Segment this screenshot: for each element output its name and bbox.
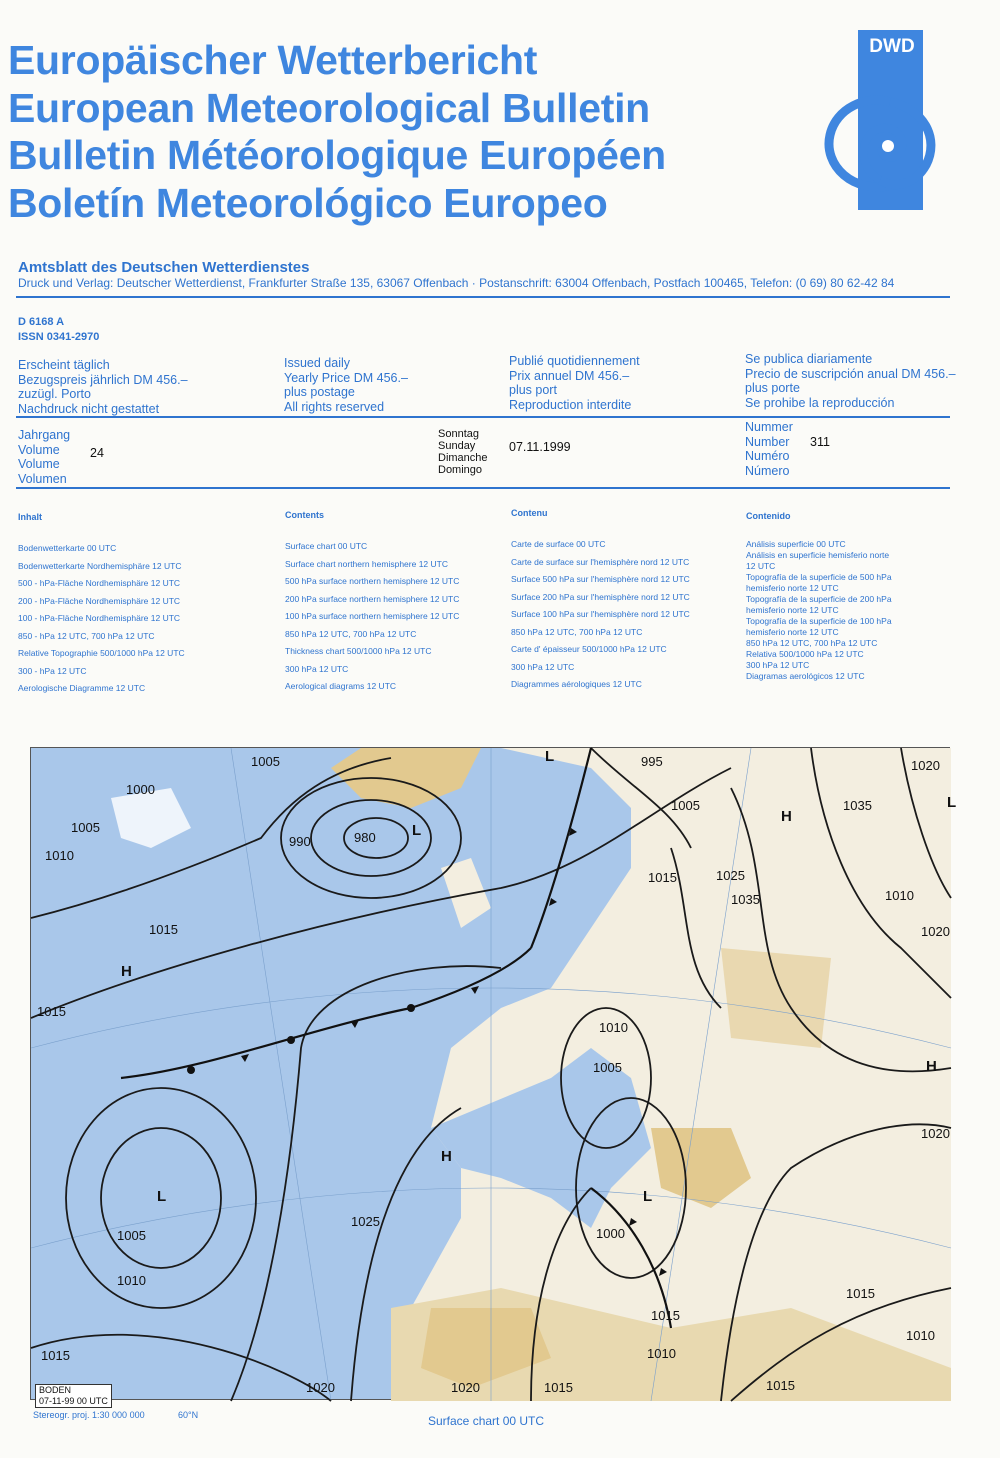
- note-line: Yearly Price DM 456.–: [284, 370, 408, 385]
- surface-weather-map: [30, 747, 957, 1400]
- contents-heading: Contenu: [511, 508, 548, 518]
- latitude-label: 60°N: [178, 1410, 199, 1420]
- isobar-label: 1015: [651, 1308, 680, 1323]
- note-line: Nachdruck nicht gestattet: [18, 401, 160, 416]
- contents-item: Relative Topographie 500/1000 hPa 12 UTC: [18, 648, 185, 658]
- title-fr: Bulletin Météorologique Européen: [8, 132, 666, 178]
- number-labels: [745, 420, 793, 478]
- low-pressure-centre: L: [157, 1188, 167, 1205]
- code-d: D 6168 A: [18, 316, 65, 328]
- high-pressure-centre: H: [121, 963, 132, 980]
- isobar-label: 1035: [843, 798, 872, 813]
- isobar-label: 1010: [906, 1328, 935, 1343]
- volume-label: Volumen: [18, 471, 67, 486]
- contents-item: 500 - hPa-Fläche Nordhemisphäre 12 UTC: [18, 578, 181, 588]
- dwd-swirl-icon: [808, 80, 953, 210]
- isobar-label: 1005: [251, 754, 280, 769]
- contents-item: Surface chart northern hemisphere 12 UTC: [285, 558, 448, 569]
- contents-item: 300 hPa 12 UTC: [511, 661, 575, 672]
- note-line: Erscheint täglich: [18, 358, 110, 372]
- volume-label: Jahrgang: [18, 428, 71, 442]
- contents-es: [746, 511, 951, 682]
- number-label: Nummer: [745, 420, 793, 434]
- note-line: zuzügl. Porto: [18, 387, 91, 401]
- note-line: Publié quotidiennement: [509, 354, 640, 368]
- contents-item: Diagrammes aérologiques 12 UTC: [511, 679, 642, 689]
- day-label: Domingo: [438, 464, 483, 476]
- number-label: Número: [745, 463, 790, 478]
- map-box-label-line: 07-11-99 00 UTC: [39, 1396, 108, 1406]
- map-box-label-line: BODEN: [39, 1385, 72, 1395]
- notes-fr: [509, 354, 640, 412]
- note-line: Reproduction interdite: [509, 397, 632, 412]
- number-label: Numéro: [745, 449, 790, 463]
- contents-fr: [511, 508, 690, 694]
- publisher-line: Druck und Verlag: Deutscher Wetterdienst, Frankfurter Straße 135, 63067 Offenbach · Postanschrift: 63004 Offenbach, Postfach 100465, Telefon: (0 69) 80 62-42 84: [18, 276, 895, 290]
- contents-heading: Contenido: [746, 511, 791, 521]
- isobar-label: 1015: [544, 1380, 573, 1395]
- note-line: Precio de suscripción anual DM 456.–: [745, 366, 956, 381]
- contents-item: Relativa 500/1000 hPa 12 UTC: [746, 649, 864, 659]
- isobar-label: 1000: [596, 1226, 625, 1241]
- contents-heading: Inhalt: [18, 512, 42, 522]
- map-canvas: [31, 748, 951, 1401]
- isobar-label: 1025: [351, 1214, 380, 1229]
- title-de: Europäischer Wetterbericht: [8, 37, 538, 83]
- map-caption: Surface chart 00 UTC: [428, 1414, 545, 1428]
- notes-de: [18, 358, 188, 416]
- note-line: plus port: [509, 383, 557, 397]
- contents-item: Carte de surface 00 UTC: [511, 539, 606, 549]
- title-en: European Meteorological Bulletin: [8, 85, 650, 131]
- volume-labels: [18, 428, 70, 486]
- isobar-label: [689, 880, 691, 881]
- volume-value: 24: [90, 446, 104, 460]
- low-pressure-centre: L: [412, 822, 422, 839]
- contents-item: 850 hPa 12 UTC, 700 hPa 12 UTC: [511, 626, 643, 637]
- contents-item: 100 hPa surface northern hemisphere 12 UTC: [285, 611, 460, 621]
- contents-item: Carte d' épaisseur 500/1000 hPa 12 UTC: [511, 644, 667, 654]
- contents-item: Surface 100 hPa sur l'hemisphère nord 12 UTC: [511, 609, 690, 619]
- low-pressure-centre: L: [545, 748, 555, 765]
- high-pressure-centre: H: [926, 1058, 937, 1075]
- contents-item: Topografía de la superficie de 500 hPa hemisferio norte 12 UTC: [746, 572, 892, 593]
- high-pressure-centre: H: [441, 1148, 452, 1165]
- isobar-label: 990: [289, 834, 311, 849]
- isobar-label: 1000: [126, 782, 155, 797]
- isobar-label: [501, 1388, 503, 1389]
- note-line: plus porte: [745, 381, 800, 395]
- isobar-label: 1020: [911, 758, 940, 773]
- contents-item: 300 hPa 12 UTC: [285, 663, 349, 674]
- contents-item: Topografía de la superficie de 100 hPa hemisferio norte 12 UTC: [746, 616, 892, 637]
- issue-number: 311: [810, 435, 830, 449]
- contents-de: [18, 512, 185, 698]
- divider: [16, 487, 950, 489]
- title-es: Boletín Meteorológico Europeo: [8, 180, 608, 226]
- divider: [16, 296, 950, 298]
- contents-item: 200 - hPa-Fläche Nordhemisphäre 12 UTC: [18, 595, 181, 606]
- day-label: Sunday: [438, 440, 476, 452]
- isobar-label: 1010: [647, 1346, 676, 1361]
- isobar-label: 1015: [846, 1286, 875, 1301]
- contents-item: Surface 500 hPa sur l'hemisphère nord 12 UTC: [511, 574, 690, 584]
- isobar-label: 1010: [45, 848, 74, 863]
- note-line: Se publica diariamente: [745, 352, 873, 366]
- contents-item: Bodenwetterkarte 00 UTC: [18, 543, 117, 553]
- divider: [16, 416, 950, 418]
- issue-date: 07.11.1999: [509, 440, 571, 454]
- contents-item: Diagramas aerológicos 12 UTC: [746, 671, 865, 681]
- projection-label: Stereogr. proj. 1:30 000 000: [33, 1410, 145, 1420]
- low-pressure-centre: L: [643, 1188, 653, 1205]
- isobar-label: 1015: [41, 1348, 70, 1363]
- contents-item: Thickness chart 500/1000 hPa 12 UTC: [285, 646, 432, 656]
- contents-item: 850 - hPa 12 UTC, 700 hPa 12 UTC: [18, 630, 155, 641]
- low-pressure-centre: L: [947, 794, 957, 811]
- contents-item: Carte de surface sur l'hemisphère nord 12 UTC: [511, 556, 690, 567]
- contents-item: Surface chart 00 UTC: [285, 541, 368, 551]
- day-labels: [438, 428, 488, 476]
- contents-item: Aerological diagrams 12 UTC: [285, 681, 397, 691]
- contents-item: Análisis superficie 00 UTC: [746, 539, 846, 549]
- notes-en: [284, 356, 408, 414]
- isobar-label: 1015: [766, 1378, 795, 1393]
- isobar-label: 1005: [117, 1228, 146, 1243]
- isobar-label: 1020: [921, 1126, 950, 1141]
- isobar-label: 1010: [117, 1273, 146, 1288]
- contents-item: Topografía de la superficie de 200 hPa hemisferio norte 12 UTC: [746, 594, 892, 615]
- isobar-label: 1035: [731, 892, 760, 907]
- isobar-label: 1005: [593, 1060, 622, 1075]
- isobar-label: 1015: [149, 922, 178, 937]
- contents-item: 100 - hPa-Fläche Nordhemisphäre 12 UTC: [18, 613, 181, 623]
- volume-label: Volume: [18, 457, 60, 471]
- contents-item: Bodenwetterkarte Nordhemisphäre 12 UTC: [18, 560, 182, 571]
- contents-item: 850 hPa 12 UTC, 700 hPa 12 UTC: [285, 628, 417, 639]
- number-label: Number: [745, 434, 790, 449]
- isobar-label: 995: [641, 754, 663, 769]
- note-line: All rights reserved: [284, 399, 385, 414]
- note-line: Se prohibe la reproducción: [745, 395, 895, 410]
- isobar-label: 980: [354, 830, 376, 845]
- contents-item: 500 hPa surface northern hemisphere 12 UTC: [285, 576, 460, 586]
- contents-item: Surface 200 hPa sur l'hemisphère nord 12 UTC: [511, 591, 690, 602]
- high-pressure-centre: H: [781, 808, 792, 825]
- note-line: Prix annuel DM 456.–: [509, 368, 630, 383]
- isobar-label: 1010: [885, 888, 914, 903]
- contents-item: 200 hPa surface northern hemisphere 12 UTC: [285, 593, 460, 604]
- note-line: Bezugspreis jährlich DM 456.–: [18, 372, 188, 387]
- isobar-label: 1015: [37, 1004, 66, 1019]
- isobar-label: 1025: [716, 868, 745, 883]
- contents-item: 300 - hPa 12 UTC: [18, 665, 87, 676]
- contents-item: Aerologische Diagramme 12 UTC: [18, 683, 146, 693]
- contents-en: [285, 510, 459, 696]
- contents-heading: Contents: [285, 510, 324, 520]
- isobar-label: 1020: [451, 1380, 480, 1395]
- isobar-label: 1020: [306, 1380, 335, 1395]
- contents-item: Análisis en superficie hemisferio norte 12 UTC: [746, 550, 890, 571]
- day-label: Sonntag: [438, 428, 479, 440]
- map-box-label: [35, 1384, 112, 1408]
- isobar-label: 1015: [648, 870, 677, 885]
- isobar-label: 1005: [671, 798, 700, 813]
- dwd-logo-text: DWD: [869, 36, 915, 57]
- day-label: Dimanche: [438, 452, 488, 464]
- code-issn: ISSN 0341-2970: [18, 331, 100, 343]
- note-line: Issued daily: [284, 356, 351, 370]
- notes-es: [745, 352, 956, 410]
- publisher-title: Amtsblatt des Deutschen Wetterdienstes: [18, 259, 310, 276]
- contents-item: 300 hPa 12 UTC: [746, 660, 810, 670]
- isobar-label: 1005: [71, 820, 100, 835]
- contents-item: 850 hPa 12 UTC, 700 hPa 12 UTC: [746, 638, 878, 648]
- isobar-label: 1010: [599, 1020, 628, 1035]
- volume-label: Volume: [18, 442, 60, 457]
- note-line: plus postage: [284, 385, 355, 399]
- isobar-label: 1020: [921, 924, 950, 939]
